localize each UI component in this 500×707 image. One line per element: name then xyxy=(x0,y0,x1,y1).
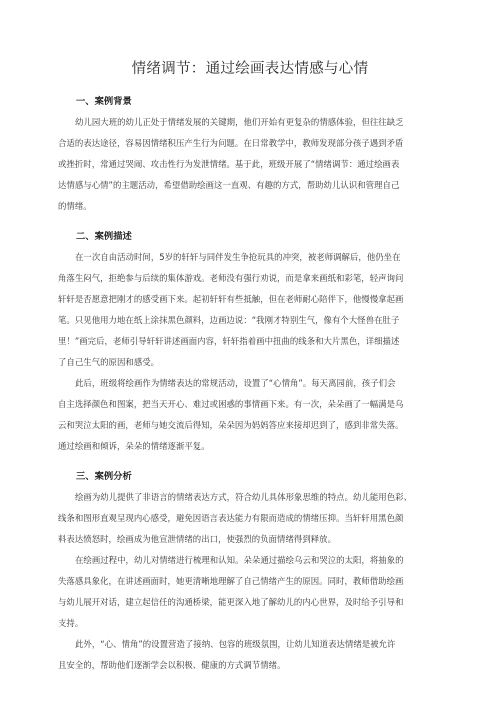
paragraph-line: 通过绘画和倾诉，朵朵的情绪逐渐平复。 xyxy=(58,441,210,451)
paragraph-line: 此外，“心、情角”的设置营造了接纳、包容的班级氛围，让幼儿知道表达情绪是被允许 xyxy=(75,639,396,649)
paragraph-line: 且安全的，帮助他们逐渐学会以积极、健康的方式调节情绪。 xyxy=(58,660,286,670)
paragraph-line: 支持。 xyxy=(58,618,84,628)
paragraph-line: 合适的表达途径，容易因情绪积压产生行为问题。在日常教学中，教师发现部分孩子遇到矛盾 xyxy=(58,138,404,148)
section-heading: 三、案例分析 xyxy=(76,471,132,482)
paragraph xyxy=(58,373,442,457)
paragraph-line: 或挫折时，常通过哭闹、攻击性行为发泄情绪。基于此，班级开展了“情绪调节：通过绘画表 xyxy=(58,159,400,169)
paragraph-line: 里！”画完后，老师引导轩轩讲述画面内容，轩轩指着画中扭曲的线条和大片黑色，详细描述 xyxy=(58,336,400,346)
paragraph xyxy=(58,247,442,373)
paragraph-line: 绘画为幼儿提供了非语言的情绪表达方式，符合幼儿具体形象思维的特点。幼儿能用色彩、 xyxy=(75,492,412,502)
paragraph-line: 料表达愤怒时，绘画成为他宣泄情绪的出口，使强烈的负面情绪得到释放。 xyxy=(58,534,337,544)
document-title: 情绪调节：通过绘画表达情感与心情 xyxy=(131,61,369,77)
paragraph-line: 在绘画过程中，幼儿对情绪进行梳理和认知。朵朵通过描绘乌云和哭泣的太阳，将抽象的 xyxy=(75,555,404,565)
paragraph-line: 幼儿园大班的幼儿正处于情绪发展的关键期，他们开始有更复杂的情感体验，但往往缺乏 xyxy=(75,117,404,127)
document-body xyxy=(58,94,442,676)
paragraph xyxy=(58,487,442,550)
paragraph xyxy=(58,112,442,217)
section-heading: 一、案例背景 xyxy=(76,96,132,107)
paragraph-line: 与幼儿展开对话，建立起信任的沟通桥梁，能更深入地了解幼儿的内心世界，及时给予引导和 xyxy=(58,597,404,607)
paragraph-line: 此后，班级将绘画作为情绪表达的常规活动，设置了“心情角”。每天离园前，孩子们会 xyxy=(75,378,396,388)
paragraph-line: 自主选择颜色和图案，把当天开心、难过或困惑的事情画下来。有一次，朵朵画了一幅满是乌 xyxy=(58,399,404,409)
paragraph-line: 失落感具象化，在讲述画面时，她更清晰地理解了自己情绪产生的原因。同时，教师借助绘画 xyxy=(58,576,404,586)
paragraph-line: 角落生闷气，拒绝参与后续的集体游戏。老师没有强行劝说，而是拿来画纸和彩笔，轻声询问 xyxy=(58,273,404,283)
paragraph xyxy=(58,634,442,676)
paragraph-line: 线条和图形直观呈现内心感受，避免因语言表达能力有限而造成的情绪压抑。当轩轩用黑色颜 xyxy=(58,513,404,523)
section-heading: 二、案例描述 xyxy=(76,231,132,242)
paragraph-line: 了自己生气的原因和感受。 xyxy=(58,357,160,367)
paragraph-line: 在一次自由活动时间，5岁的轩轩与同伴发生争抢玩具的冲突，被老师调解后，他仍坐在 xyxy=(75,252,401,262)
paragraph-line: 的情绪。 xyxy=(58,201,92,211)
paragraph-line: 笔。只见他用力地在纸上涂抹黑色颜料，边画边说：“我刚才特别生气，像有个大怪兽在肚子 xyxy=(58,315,400,325)
paragraph-line: 云和哭泣太阳的画，老师与她交流后得知，朵朵因为妈妈答应来接却迟到了，感到非常失落。 xyxy=(58,420,404,430)
paragraph-line: 轩轩是否愿意把刚才的感受画下来。起初轩轩有些抵触，但在老师耐心陪伴下，他慢慢拿起画 xyxy=(58,294,404,304)
paragraph xyxy=(58,550,442,634)
paragraph-line: 达情感与心情”的主题活动，希望借助绘画这一直观、有趣的方式，帮助幼儿认识和管理自己 xyxy=(58,180,400,190)
